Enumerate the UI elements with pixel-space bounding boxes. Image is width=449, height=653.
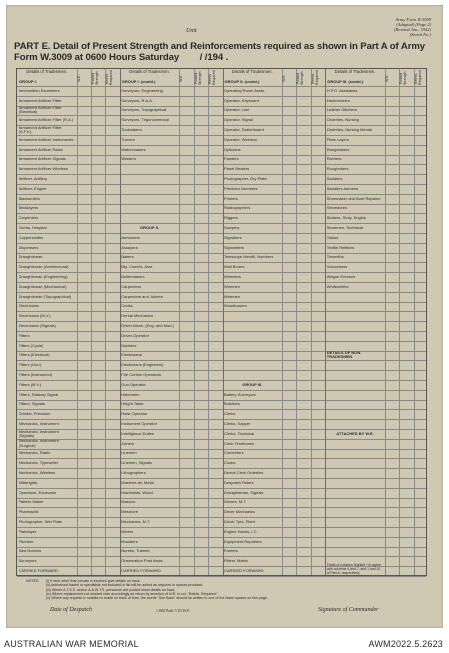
tradesman-row-label: Watchmakers [121,146,146,152]
tradesman-row-label: Dubbers [121,342,137,348]
tradesman-row-label: Welders [121,156,136,162]
tradesman-row-label: Draughtsman [18,254,43,260]
tradesman-row-label: Storemen, Technical [326,224,363,230]
form-ref-line: Army Form W.3009 [395,17,431,22]
row-line [17,449,426,450]
tradesman-row-label: Photographer, Dry Plate [224,175,267,181]
note-line: (i) If rank other than private is involved give details on back. [46,579,141,583]
tradesman-row-label: Fitters (Gun) [18,362,41,368]
tradesman-row-label: Draughtsman (Architectural) [18,264,69,270]
tradesman-row-label: Nurses, Trained [121,548,150,554]
tradesman-row-label: Bakers [121,254,134,260]
tradesman-row-label: Draughtsman (Topographical) [18,293,72,299]
tradesman-row-label: Fire Control Operators [121,371,162,377]
row-line [17,547,426,548]
tradesman-row-label: Stokers, Stoty. Engine [326,215,367,221]
note-line: (iii) Where A.T.S.S. and/or A.A.W.T.S. personnel are posted show details on back. [46,587,176,592]
column-line [194,69,195,575]
column-header-label: Details of Tradesmen. [26,69,68,74]
row-line [17,380,426,381]
column-line [311,69,312,575]
column-line [296,69,297,575]
tradesman-row-label: Bty. Comd's. Asst. [121,264,154,270]
row-line [17,537,426,538]
tradesman-row-label: Radiographers [224,205,251,211]
column-line [385,69,386,575]
tradesman-row-label: Clerks [224,411,236,417]
tradesman-row-label: Blacksmiths [18,195,40,201]
column-header [120,69,180,86]
row-line [17,488,426,489]
tradesman-row-label: Operator, Signal [224,117,253,123]
tradesman-row-label: Butchers [224,401,240,407]
sub-column-header: Posted Strength [90,71,99,85]
tradesman-row-label: Pattern Maker [18,499,44,505]
tradesman-row-label: Mechanics, Instrument (Signals) [18,428,59,438]
tradesman-row-label: Mechanics, Typewriter [18,460,59,466]
group-heading: GROUP I. [19,79,37,85]
note-line: (iv) Where replacement not desired note accordingly on return by insertion of N.R. in col. "Reinfs. Required." [46,591,218,596]
tradesman-row-label: Wheelers [224,273,241,279]
tradesman-row-label: Boilermakers [121,273,145,279]
tradesman-row-label: Fitters (M.V.) [18,381,42,387]
tradesman-row-label: Intelligence Duties [121,430,154,436]
print-info: 1,000 Pads 7/43 W.F. [156,608,190,613]
tradesman-row-label: Textile Refitters [326,244,355,250]
tradesman-row-label: Millwrights [18,479,38,485]
row-line [17,390,426,391]
note-line: (v) Where any request or notation is made on back of form, the words "See Back" should be written in one of the blank spaces on this page. [46,596,268,601]
tradesman-row-label: Assayers [121,244,138,250]
row-line [17,419,426,420]
column-line [414,69,415,575]
tradesman-row-label: Draughtsman (Engineering) [18,273,68,279]
group-heading: GROUP II. (contd.) [224,79,260,85]
row-line [17,527,426,528]
tradesman-row-label: Signwriters [224,244,244,250]
tradesman-row-label: Cooks [224,460,236,466]
tradesman-row-label: DETAILS OF NON-TRADESMEN. [326,350,362,360]
tradesman-row-label: Coppersmiths [18,234,44,240]
row-line [17,458,426,459]
notes-label: NOTES. [26,579,40,583]
tradesman-row-label: Artificer, Artillery [18,175,48,181]
tradesman-row-label: Artificer, Engine [18,185,47,191]
row-line [17,302,426,303]
tradesman-row-label: Armament Artificer Fitter (Electrical) [18,105,62,115]
tradesman-row-label: Draughtsman, Signals [224,489,264,495]
row-line [17,311,426,312]
tradesman-row-label: Bricklayers [18,205,39,211]
tradesman-row-label: Linemen, Signals [121,460,152,466]
tradesman-row-label: Electricians (Signals) [18,322,56,328]
column-header-label: Details of Tradesmen. [334,69,376,74]
tradesman-row-label: Miners [121,528,134,534]
sub-column-header: W.E. [282,74,287,82]
carried-forward-cell: CARRIED FORWARD [224,567,264,573]
row-line [17,400,426,401]
sub-column-header: Reinfs. Required [105,70,114,86]
column-header [17,69,77,86]
tradesman-row-label: Vulcanisers [326,264,348,270]
tradesman-row-label: Orderlies, Nursing [326,117,359,123]
tradesman-row-label: Saddlers-harness [326,185,359,191]
tradesman-row-label: Fitters, Railway Signal [18,391,59,397]
tradesman-row-label: Woodturners [224,303,247,309]
row-line [17,409,426,410]
tradesman-row-label: Electricians (M.V.) [18,313,51,319]
tradesman-row-label: Machinists, Wood [121,489,153,495]
tradesman-row-label: Battery Surveyors [224,391,256,397]
sub-column-header: Posted Strength [399,71,408,85]
tradesman-row-label: Mechanics, Radio [18,450,51,456]
tradesman-row-label: Surveyors, Trigonometrical [121,117,169,123]
column-header-label: Details of Tradesmen. [231,69,273,74]
tradesman-row-label: Operator, Wireless [224,136,258,142]
form-title [14,41,434,63]
tradesman-row-label: Photographer, Wet Plate [18,518,63,524]
tradesman-row-label: Surveyors, R.A.A. [121,97,154,103]
tradesman-row-label: Saddlers [326,175,343,181]
column-line [179,69,180,575]
tradesman-row-label: Plumber [18,538,34,544]
sub-column-header: Posted Strength [296,71,305,85]
tradesman-row-label: Ammunition Examiners [18,87,60,93]
tradesman-row-label: Linemen [121,450,137,456]
tradesman-row-label: Clerks, Sapper [224,420,251,426]
row-line [17,498,426,499]
tradesman-row-label: Armament Artificer Fitter (A.F.V.) [18,124,62,135]
tradesman-row-label: Telescope Identifi. Numbers [224,254,274,260]
tradesman-row-label: Saw Doctors [18,548,42,554]
title-text: PART E. Detail of Present Strength and Reinforcements required as shown in Part A of Army Form W.3009 at 0600 Hours Saturday [14,41,425,63]
tradesman-row-label: Operator, Line [224,107,250,113]
credit-accession: AWM2022.5.2623 [368,639,443,649]
tradesman-row-label: Tailors [326,234,339,240]
tradesman-row-label: Fitters, Signals [18,401,45,407]
tradesman-row-label: Wall Borers [224,264,245,270]
tradesman-row-label: Armament Artificer Radio [18,146,63,152]
row-line [17,517,426,518]
carried-forward-cell: CARRIED FORWARD [121,567,161,573]
tradesman-row-label: Mesmore [121,509,138,515]
sub-column-header: Posted Strength [193,71,202,85]
tradesman-row-label: Armament Artificer Wireless [18,166,68,172]
form-sheet [6,5,443,628]
tradesman-row-label: Dental Clerk Orderlies [224,469,264,475]
tradesman-row-label: Surveyors, Engineering [121,87,163,93]
sub-column-header: Reinfs. Required [413,70,422,86]
tradesman-row-label: Operator, Switchboard [224,126,264,132]
tradesman-row-label: Lithographers [121,469,146,475]
tradesman-row-label: Carpenters [121,283,142,289]
tradesman-row-label: Fitters (Instrument) [18,371,53,377]
column-line [208,69,209,575]
tradesman-row-label: Opticians [224,146,241,152]
tradesman-row-label: Electricians [18,303,39,309]
column-line [399,69,400,575]
tradesman-row-label: Armourers [121,234,140,240]
tradesman-row-label: Clerk Timeboxes [224,440,254,446]
tradesman-row-label: Mechanics, Instrument (Surgical) [18,438,59,448]
row-line [17,321,426,322]
row-line [17,507,426,508]
date-of-despatch-label: Date of Despatch [50,607,92,613]
tradesman-row-label: Leather Stitchers [326,107,357,113]
tradesman-row-label: Printers [224,195,238,201]
tradesman-row-label: Operator, Keyboard [224,97,259,103]
carried-forward-cell: CARRIED FORWARD [18,567,59,573]
tradesman-row-label: Panel Beaters [224,166,250,172]
tradesman-row-label: Dispensers [18,244,39,250]
tradesman-row-label: Electricians [121,352,142,358]
tradesman-row-label: Gun Operator [121,381,146,387]
sub-column-header: W.E. [179,74,184,82]
tradesman-row-label: Observation Post Assts. [121,558,164,564]
sub-column-header: Reinfs. Required [208,70,217,86]
tradesman-row-label: Hatchmen [121,391,140,397]
tradesman-row-label: Turners [121,136,135,142]
column-line [77,69,78,575]
tradesman-row-label: Driver Mechanics [224,509,255,515]
tradesman-row-label: Carpenters and Joiners [121,293,163,299]
tradesman-row-label: Toolmakers [121,126,142,132]
tradesman-row-label: Driver-Mech. (Eng. and Mod.) [121,322,174,328]
tradesman-row-label: Carpenters [18,215,39,221]
tradesman-row-label: Painters [224,156,239,162]
tradesman-row-label: Fitters (Cycle) [18,342,44,348]
tradesman-row-label: Wiremen [224,293,241,299]
tradesman-row-label: GROUP III. [242,381,263,387]
tradesman-row-label: Clerks, Technical [224,430,255,436]
tradesman-row-label: Engine Hands, I.C. [224,528,258,534]
tradesman-row-label: Farriers [224,548,238,554]
note-line: (ii) Authorised trades or specialists not included in list will be added as required in spaces provided. [46,583,204,588]
tradesman-row-label: Shoemaker and Boot Repairer [326,195,381,201]
row-line [17,478,426,479]
column-line [91,69,92,575]
tradesman-row-label: Surveyors, Topographical [121,107,167,113]
tradesman-row-label: Predictor Numbers [224,185,258,191]
tradesman-row-label: Wagon Erectors [326,273,356,279]
tradesman-row-label: Moulders [121,538,138,544]
tradesman-row-label: Rangetakers [326,146,350,152]
tradesman-row-label: Fitters (Electrical) [18,352,50,358]
tradesman-row-label: Despatch Riders [224,479,254,485]
tradesman-row-label: Dental Mechanics [121,313,154,319]
tradesman-row-label: Instrument Operator [121,420,158,426]
tradesman-row-label: Fitters [18,332,30,338]
tradesman-row-label: Hammermen [326,97,350,103]
tradesman-row-label: Surveyors [18,558,37,564]
row-line [17,331,426,332]
form-ref-line: (Serial No.) [409,32,431,37]
tradesman-row-label: Driver-Operator [121,332,150,338]
tradesman-row-label: Masons [121,499,136,505]
tradesman-row-label: Plate Layers [326,136,349,142]
tradesman-row-label: GROUP II. [140,224,160,230]
tradesman-row-label: Height Taker [121,401,144,407]
column-header [325,69,385,86]
row-line [17,556,426,557]
tradesman-row-label: Armament Artificer Fitter (R.A.) [18,117,74,123]
tradesman-row-label: Operating Room Assts. [224,87,266,93]
tradesman-row-label: Wiremen [224,283,241,289]
tradesman-row-label: Equipment Repairers [224,538,262,544]
tradesman-row-label: Electricians (Engineers) [121,362,164,368]
sub-column-header: Reinfs. Required [310,70,319,86]
tradesman-row-label: Roughriders [326,166,349,172]
form-reference [394,17,431,37]
tradesman-row-label: Cooks [121,303,133,309]
tradesman-row-label: Pharmacist [18,509,39,515]
tradesman-row-label: Mechanics, Instrument [18,420,59,426]
tradesman-row-label: H.P.O. Assistants [326,87,358,93]
tradesman-row-label: Draughtsman (Mechanical) [18,283,67,289]
column-line [105,69,106,575]
tradesmen-table [16,68,427,576]
tradesman-row-label: Armament Artificer Signals [18,156,66,162]
row-line [17,468,426,469]
tradesman-row-label: Machine-ist, Metal [121,479,154,485]
tradesman-row-label: Orderlies, Nursing Mental [326,126,373,132]
column-header [223,69,283,86]
tradesman-row-label: Clerks, Hospital [18,224,47,230]
credit-institution: AUSTRALIAN WAR MEMORIAL [4,639,139,649]
title-date-blank: / /194 . [199,52,229,63]
tradesman-row-label: Tinsmiths [326,254,344,260]
signature-label: Signature of Commander [318,607,379,613]
tradesman-row-label: Mechanics, M.T. [121,518,151,524]
tradesman-row-label: Platelayer [18,528,37,534]
tradesman-row-label: Armament Artificer Instruments [18,136,74,142]
tradesman-row-label: Joiners [121,440,135,446]
column-header-label: Details of Tradesmen. [129,69,170,74]
row-line [17,341,426,342]
tradesman-row-label: Fitters' Mates [224,558,248,564]
tradesman-row-label: Driver Tpts, Plant [224,518,255,524]
tradesman-row-label: Sawyers [224,224,240,230]
tradesman-row-label: Concreters [224,450,244,456]
tradesman-row-label: Drivers, M.T. [224,499,247,505]
sub-column-header: W.E. [76,74,81,82]
group-heading: GROUP I. (contd.) [121,79,156,85]
tradesman-row-label: ATTACHED BY W.E. [336,430,374,436]
tradesman-row-label: Hoist Operator [121,411,148,417]
tradesman-row-label: Operators, Excavator [18,489,57,495]
row-line [17,370,426,371]
tradesman-row-label: Signallers [224,234,242,240]
carried-forward-cell: Totals of columns Marked * to agree with columns 4 and 7, and 1 and 10 of Part A, respectively [326,563,381,575]
group-heading: GROUP III. (contd.) [327,79,364,85]
form-ref-line: (Revised Jan., 1942) [394,27,431,32]
unit-label: Unit [186,28,197,34]
form-ref-line: (Adapted) (Page 2) [396,22,431,27]
tradesman-row-label: Riggers [224,215,238,221]
tradesman-row-label: Whitesmiths [326,283,349,289]
tradesman-row-label: Riveters [326,156,342,162]
tradesman-row-label: Mechanics, Wireless [18,469,56,475]
tradesman-row-label: Stevedores [326,205,347,211]
tradesman-row-label: Armament Artificer Fitter [18,97,62,103]
tradesman-row-label: Grinder, Precision [18,411,51,417]
column-line [282,69,283,575]
sub-column-header: W.E. [384,74,389,82]
notes-block [26,579,406,601]
